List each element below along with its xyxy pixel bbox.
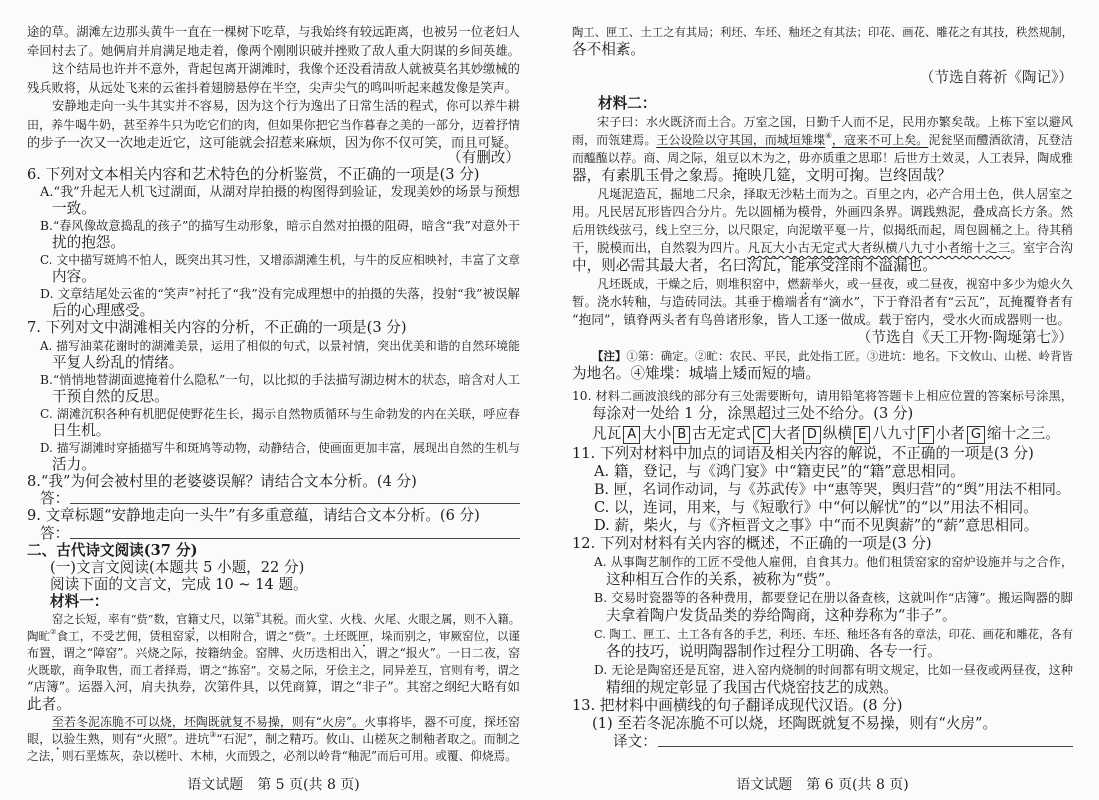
line-text: 干预自然的反思。 [52,387,169,405]
line-text: A. 籍，登记，与《鸿门宴》中“籍吏民”的“籍”意思相同。 [594,463,965,480]
passage-block [27,97,520,153]
text-line [27,661,520,678]
line-text: 每涂对一处给 1 分，涂黑超过三处不给分。(3 分) [592,405,914,422]
text-line [27,678,520,695]
text-line [572,589,1073,607]
text-line [27,302,520,319]
text-line [572,517,1073,535]
text-run: 古无定式 [692,425,751,442]
text-line [572,23,1073,41]
text-line [572,185,1073,203]
line-text: 之法，则石垩炼灰，杂以槎叶、木柿，火而毁之，必剂以岭背“釉泥”而后可用。或覆、仰烧焉。 [27,748,517,763]
option-block [27,217,520,251]
line-text: B.“春风像故意捣乱的孩子”的描写生动形象，暗示自然对拍摄的阻碍，暗含“我”对意外干 [40,218,520,233]
underlined-sentence: 至若冬泥冻脆不可以烧，坯陶既就复不易操，则有“火房”。 [52,714,365,729]
text-run: 陶甿 [27,629,51,644]
text-line [572,131,1073,149]
option-block [27,337,520,371]
note-block [572,347,1073,383]
text-line [27,337,520,354]
text-line [572,311,1073,329]
text-run: “石泥”，制之精巧。攸山、山槎灰之制釉者取之。而制之 [216,731,520,746]
text-run: 泥瓮坚而醴酒欲清，瓦登洁 [928,133,1073,147]
line-text: 这种相互合作的关系，被称为“赀”。 [606,571,840,588]
line-text: 用。凡民居瓦形皆四合分片。先以圆桶为模骨，外画四条界。调践熟泥，叠成高长方条。然 [572,204,1073,219]
answer-option-box: F [918,426,933,444]
text-line [27,183,520,200]
text-line [27,696,520,713]
sub-block [27,559,520,576]
text-line [572,481,1073,499]
boxes-block [572,423,1073,445]
text-line [572,365,1073,383]
text-run: 大者 [771,425,801,442]
text-line [27,166,520,183]
line-text: 后的心理感受。 [52,302,155,320]
text-line [27,627,520,644]
line-text: 10. 材料二画波浪线的部分有三处需要断句，请用铅笔将答题卡上相应位置的答案标号涂黑， [572,389,1073,403]
line-text: （节选自蒋祈《陶记》） [919,69,1073,86]
text-line [572,387,1073,405]
text-line [572,625,1073,643]
text-line [27,268,520,285]
question-block [27,473,520,490]
text-run: 。室宇合沟 [1010,240,1073,255]
line-text: A. 从事陶艺制作的工匠不受他人雇佣，自食其力。他们租赁窑家的窑炉设施并与之合作， [594,555,1073,569]
line-text: B.“悄悄地替湖面遮掩着什么隐私”一句，以比拟的手法描写湖边树木的状态，暗含对人工 [40,372,520,387]
line-text: 材料一： [50,592,109,610]
line-text: （节选自《天工开物·陶埏第七》） [856,329,1073,346]
answer-blank [70,490,520,504]
footnote-marker: ④ [825,131,832,140]
text-line [572,203,1073,221]
text-run: 火事将毕，器不可度，探坯窑 [364,714,520,729]
note-label: 【注】 [592,349,627,363]
line-text: D. 描写湖滩时穿插描写牛和斑鸠等动物，动静结合，使画面更加丰富，展现出自然的生机与 [40,441,520,456]
text-run: 缩十之三。 [986,425,1060,442]
line-text: C. 文中描写斑鸠不怕人，既突出其习性，又增添湖滩生机，与牛的反应相映衬，丰富了文章 [40,253,520,268]
answer-line [27,490,520,507]
footnote-marker: ① [254,611,262,620]
text-run: 干，脱模而出，自然裂为四片。 [572,240,748,255]
text-line [572,715,1073,733]
line-text: B. 匣，名词作动词，与《苏武传》中“惠等哭，舆归营”的“舆”用法不相同。 [594,482,1071,498]
answer-blank [658,733,1073,747]
text-run: 验生熟，则有“火照”。进坑 [63,731,210,746]
answer-label: 答： [40,490,70,508]
line-text: C. 以，连词，用来，与《短歌行》中“何以解忧”的“以”用法不相同。 [594,499,1038,516]
text-line [27,730,520,747]
question-block [572,697,1073,715]
line-text: C. 陶工、匣工、土工各有各的手艺，利坯、车坯、釉坯各有各的章法，印花、画花和雕花，各有 [594,628,1073,641]
line-text: 残兵败将，从远处飞来的云雀抖着翅膀悬停在半空，尖声尖气的鸣叫听起来越发像是笑声。 [27,80,517,95]
text-line [572,445,1073,463]
question-block [572,445,1073,463]
line-text [27,629,520,643]
text-line [27,610,520,627]
text-line [572,499,1073,517]
line-text: 6. 下列对文本相关内容和艺术特色的分析鉴赏，不正确的一项是(3 分) [27,165,480,183]
text-line [27,644,520,661]
text-line [27,285,520,302]
text-run: ，垛而别之，审厥窑位，以谨 [369,629,520,644]
text-line [27,542,520,559]
option-block [572,589,1073,625]
text-line [572,553,1073,571]
text-line [572,293,1073,311]
text-line [27,42,520,61]
text-line [572,607,1073,625]
line-text: 11. 下列对材料中加点的词语及相关内容的解说，不正确的一项是(3 分) [572,445,1034,462]
text-run: 雨，而瓴建焉。 [572,133,657,147]
text-line [572,239,1073,257]
line-text: 各不相紊。 [572,41,645,58]
text-run: 凡瓦 [592,425,622,442]
line-text: D. 无论是陶窑还是瓦窑，进入窑内烧制的时间都有明文规定，比如一昼夜或两昼夜，这种 [594,663,1073,677]
text-line [27,456,520,473]
line-text: 阅读下面的文言文，完成 10 ~ 14 题。 [50,575,308,593]
material-label-block [572,95,1073,113]
sub-block [572,715,1073,733]
line-text: 夫拿着陶户发货品类的券给陶商，这种券称为“非子”。 [606,607,957,624]
text-run: 食工，不受艺佣，赁租窑家，以相附合，谓之“赀”。土坯既 [56,629,358,644]
text-line [572,113,1073,131]
underlined-sentence: 王公设险以守其国，而城垣雉堞 [656,133,826,147]
option-block [572,517,1073,535]
option-block [27,285,520,319]
text-line [27,405,520,422]
text-run: ①第：确定。②甿：农民、平民，此处指工匠。③进坑：地名。下文攸山、山槎、岭背皆 [626,349,1073,363]
dotted-character: 匣 [357,629,370,644]
dotted-character: 籍 [187,613,199,627]
exam-page-5 [27,23,520,764]
text-line [27,116,520,135]
line-text: 材料二： [598,95,657,112]
line-text [592,349,1073,363]
line-text: 这个结局也许并不意外，背起包离开湖滩时，我像个还没看清敌人就被莫名其妙缴械的 [52,62,520,76]
text-line [27,354,520,371]
text-line [572,643,1073,661]
line-text: 宋子曰：水火既济而土合。万室之国，日勤千人而不足，民用亦繁矣哉。上栋下室以避风 [597,115,1073,129]
text-line [27,97,520,116]
line-text: D. 薪，柴火，与《齐桓晋文之事》中“而不见舆薪”的“薪”意思相同。 [594,517,1039,534]
text-line [27,473,520,490]
text-line [27,217,520,234]
answer-option-box: C [753,426,770,444]
text-line [572,69,1073,87]
text-line [27,439,520,456]
line-text: 而醯醢以荐。商、周之际，俎豆以木为之，毋亦质重之思耶！后世方土效灵，人工表异，陶成雅 [572,151,1073,165]
line-text: 二、古代诗文阅读(37 分) [27,541,198,559]
underlined-sentence: ，寇来不可上矣。 [831,133,929,147]
line-text [597,277,1073,291]
option-block [572,481,1073,499]
line-text: 火既歇，商争取售，而工者择焉，谓之“拣窑”。交易之际，牙侩主之，同异差互，官则有考，谓之 [27,663,520,678]
line-text [572,240,1073,255]
text-line [27,422,520,439]
text-line [27,319,520,336]
option-block [27,371,520,405]
line-text: 器，有素肌玉骨之象焉。掩映几筵，文明可掬。岂终固哉？ [572,167,952,184]
text-run: 大小 [642,425,672,442]
line-text: 凡埏泥造瓦，掘地二尺余，择取无沙粘土而为之。百里之内，必产合用土色，供人居室之 [597,187,1073,201]
text-line [572,463,1073,481]
text-line [572,149,1073,167]
text-line [572,571,1073,589]
text-line [572,535,1073,553]
wavy-underlined-sentence: 凡瓦大小古无定式大者纵横八九寸小者缩十之三 [747,240,1011,255]
line-text: A. 描写油菜花谢时的湖滩美景，运用了相似的句式，以景衬情，突出优美和谐的自然环境能 [40,338,520,353]
text-line [27,713,520,730]
line-text: 12. 下列对材料有关内容的概述，不正确的一项是(3 分) [572,535,932,552]
option-block [572,553,1073,589]
text-line [572,167,1073,185]
line-text: 9. 文章标题“安静地走向一头牛”有多重意蕴，请结合文本分析。(6 分) [27,507,480,525]
text-line [572,275,1073,293]
source-block [572,69,1073,87]
line-text: A.“我”升起无人机飞过湖面，从湖对岸拍摄的构图得到验证，发现美妙的场景与预想 [40,184,520,200]
line-text: “店簿”。运器入河，肩夫执券，次第件具，以凭商算，谓之“非子”。其窑之纲纪大略有如 [27,679,520,695]
option-block [27,405,520,439]
text-run: 丈尺，以第 [198,613,255,627]
line-text: 日生机。 [52,422,111,439]
line-text [52,613,520,626]
line-text: 为地名。④雉堞：城墙上矮而短的墙。 [572,365,821,382]
option-block [572,625,1073,661]
exam-page-6 [572,23,1073,751]
text-line [27,234,520,251]
answer-option-box: B [673,426,690,444]
text-line [27,371,520,388]
footnote-marker: ③ [209,729,217,739]
answer-label: 译文： [613,733,657,750]
answer-blank [70,525,520,539]
footnote-marker: ② [50,627,57,637]
line-text: B. 交易时瓷器等的各种费用，都要登记在册以备查核，这就叫作“店簿”。搬运陶器的脚 [594,590,1073,605]
option-block [27,439,520,473]
classic-block [572,185,1073,275]
question-block [572,535,1073,553]
text-run: 窑之长短，率有“赀”数，官 [52,613,188,627]
line-text: D. 文章结尾处云雀的“笑声”衬托了“我”没有完成理想中的拍摄的失落，投射“我”被误解 [40,286,520,302]
text-line [27,507,520,524]
text-line [27,576,520,593]
option-block [572,499,1073,517]
answer-option-box: E [854,426,870,444]
line-text: 中，则必需其最大者，名曰沟瓦，能承受淫雨不溢漏也。 [572,257,937,274]
answer-option-box: A [623,426,640,444]
text-line [27,251,520,268]
material-label-block [27,593,520,610]
line-text: (1) 至若冬泥冻脆不可以烧，坯陶既就复不易操，则有“火房”。 [592,715,998,732]
sub-block [27,576,520,593]
text-line [27,60,520,79]
option-block [27,183,520,217]
text-line [572,661,1073,679]
classic-block [27,713,520,764]
source-block [572,329,1073,347]
line-text: 活力。 [52,456,96,474]
page-footer: 语文试题 第 6 页(共 8 页) [736,777,909,793]
text-line [27,388,520,405]
line-text: 陶工、匣工、土工之有其局；利坯、车坯、釉坯之有其法；印花、画花、雕花之有其技，秩然规制， [572,25,1073,39]
text-line [27,593,520,610]
line-text: 此者。 [27,695,71,713]
line-text [592,425,1060,442]
question-block [27,319,520,336]
answer-option-box: G [967,426,985,444]
text-line [27,747,520,764]
passage-cont-block [27,23,520,60]
text-run: 纵横 [822,425,853,442]
text-line [572,221,1073,239]
text-run: 举火，或一昼夜，或二昼夜，视窑中多少为熄火久 [811,277,1073,291]
text-line [572,329,1073,347]
line-text: 一致。 [52,199,96,217]
line-text [52,715,520,729]
option-block [572,661,1073,697]
question-block [27,507,520,524]
question-block [572,387,1073,423]
text-line [27,79,520,98]
answer-line [27,525,520,542]
line-text: 田，养牛喝牛奶，甚至养牛只为吃它们的肉，但如果你把它当作暮春之美的一部分，迈着抒情 [27,117,520,132]
heading-block [27,542,520,559]
line-text: （有删改） [447,148,520,166]
answer-line [572,733,1073,751]
text-run: 凡坯既成，干燥之后，则堆积窑中，燃 [597,277,800,291]
line-text: 13. 把材料中画横线的句子翻译成现代汉语。(8 分) [572,697,903,714]
text-line [572,347,1073,365]
line-text: 后用铁线弦弓，线上空三分，以尺限定，向泥墩平戛一片，似揭纸而起，周包圆桶之上。待其稍 [572,223,1073,237]
text-line [27,23,520,42]
text-line [572,405,1073,423]
line-text: (一)文言文阅读(本题共 5 小题，22 分) [50,558,305,576]
answer-option-box: D [803,426,821,444]
line-text: 7. 下列对文中湖滩相关内容的分析，不正确的一项是(3 分) [27,319,407,337]
text-line [572,679,1073,697]
line-text: “抱同”，镇脊两头者有鸟兽诸形象，皆人工逐一做成。载于窑内，受水火而成器则一也。 [572,313,1071,328]
line-text: 安静地走向一头牛其实并不容易，因为这个行为逸出了日常生活的程式，你可以养牛耕 [52,99,520,113]
answer-label: 答： [40,524,70,542]
line-text: 扰的抱怨。 [52,233,125,251]
line-text: 各的技巧，说明陶器制作过程分工明确、各专一行。 [606,643,942,660]
option-block [572,463,1073,481]
option-block [27,251,520,285]
line-text: 途的草。湖滩左边那头黄牛一直在一棵树下吃草，与我始终有较远距离，也被另一位老妇人 [27,25,520,39]
classic-block [572,275,1073,329]
line-text [572,133,1073,147]
line-text: 布置，谓之“障窑”。兴烧之际，按籍纳金。窑牌、火历迭相出入，谓之“报火”。一日二夜，窑 [27,646,520,661]
line-text: C. 湖滩沉积各种有机肥促使野花生长，揭示自然物质循环与生命勃发的内在关联，呼应春 [40,406,520,421]
line-text: 暂。浇水转釉，与造砖同法。其垂于檐端者有“滴水”，下于脊沿者有“云瓦”，瓦掩覆脊者有 [572,294,1073,309]
dotted-character: 薪 [799,277,812,291]
line-text: 8.“我”为何会被村里的老婆婆误解？请结合文本分析。(4 分) [27,473,417,491]
text-run: 八九寸 [872,425,917,442]
text-line [27,200,520,217]
dotted-character: 以 [51,731,64,746]
line-text: 牵回村去了。她俩肩并肩满足地走着，像两个刚刚识破并挫败了敌人重大阴谋的乡间英雄。 [27,43,520,58]
question-block [27,166,520,183]
line-text: 平复人纷乱的情绪。 [52,353,184,371]
passage-block [27,60,520,97]
text-run: 小者 [935,425,965,442]
text-line [572,95,1073,113]
text-line [572,257,1073,275]
text-line [572,41,1073,59]
classic-cont-block [572,23,1073,59]
text-line [572,697,1073,715]
text-run: 眼， [27,731,52,746]
text-line [27,559,520,576]
line-text: 精细的规定彰显了我国古代烧窑技艺的成熟。 [606,679,898,696]
line-text: 的步子一次又一次地走近它，这可能就会招惹来麻烦，因为你不仅可笑，而且可疑。 [27,136,518,151]
text-run: 其税。而火堂、火栈、火尾、火眼之属，则不入籍。 [261,613,520,627]
classic-block [27,610,520,713]
text-line [572,423,1073,445]
line-text: 内容。 [52,268,96,286]
line-text [27,729,520,746]
classic-block [572,113,1073,185]
page-footer: 语文试题 第 5 页(共 8 页) [187,777,360,793]
